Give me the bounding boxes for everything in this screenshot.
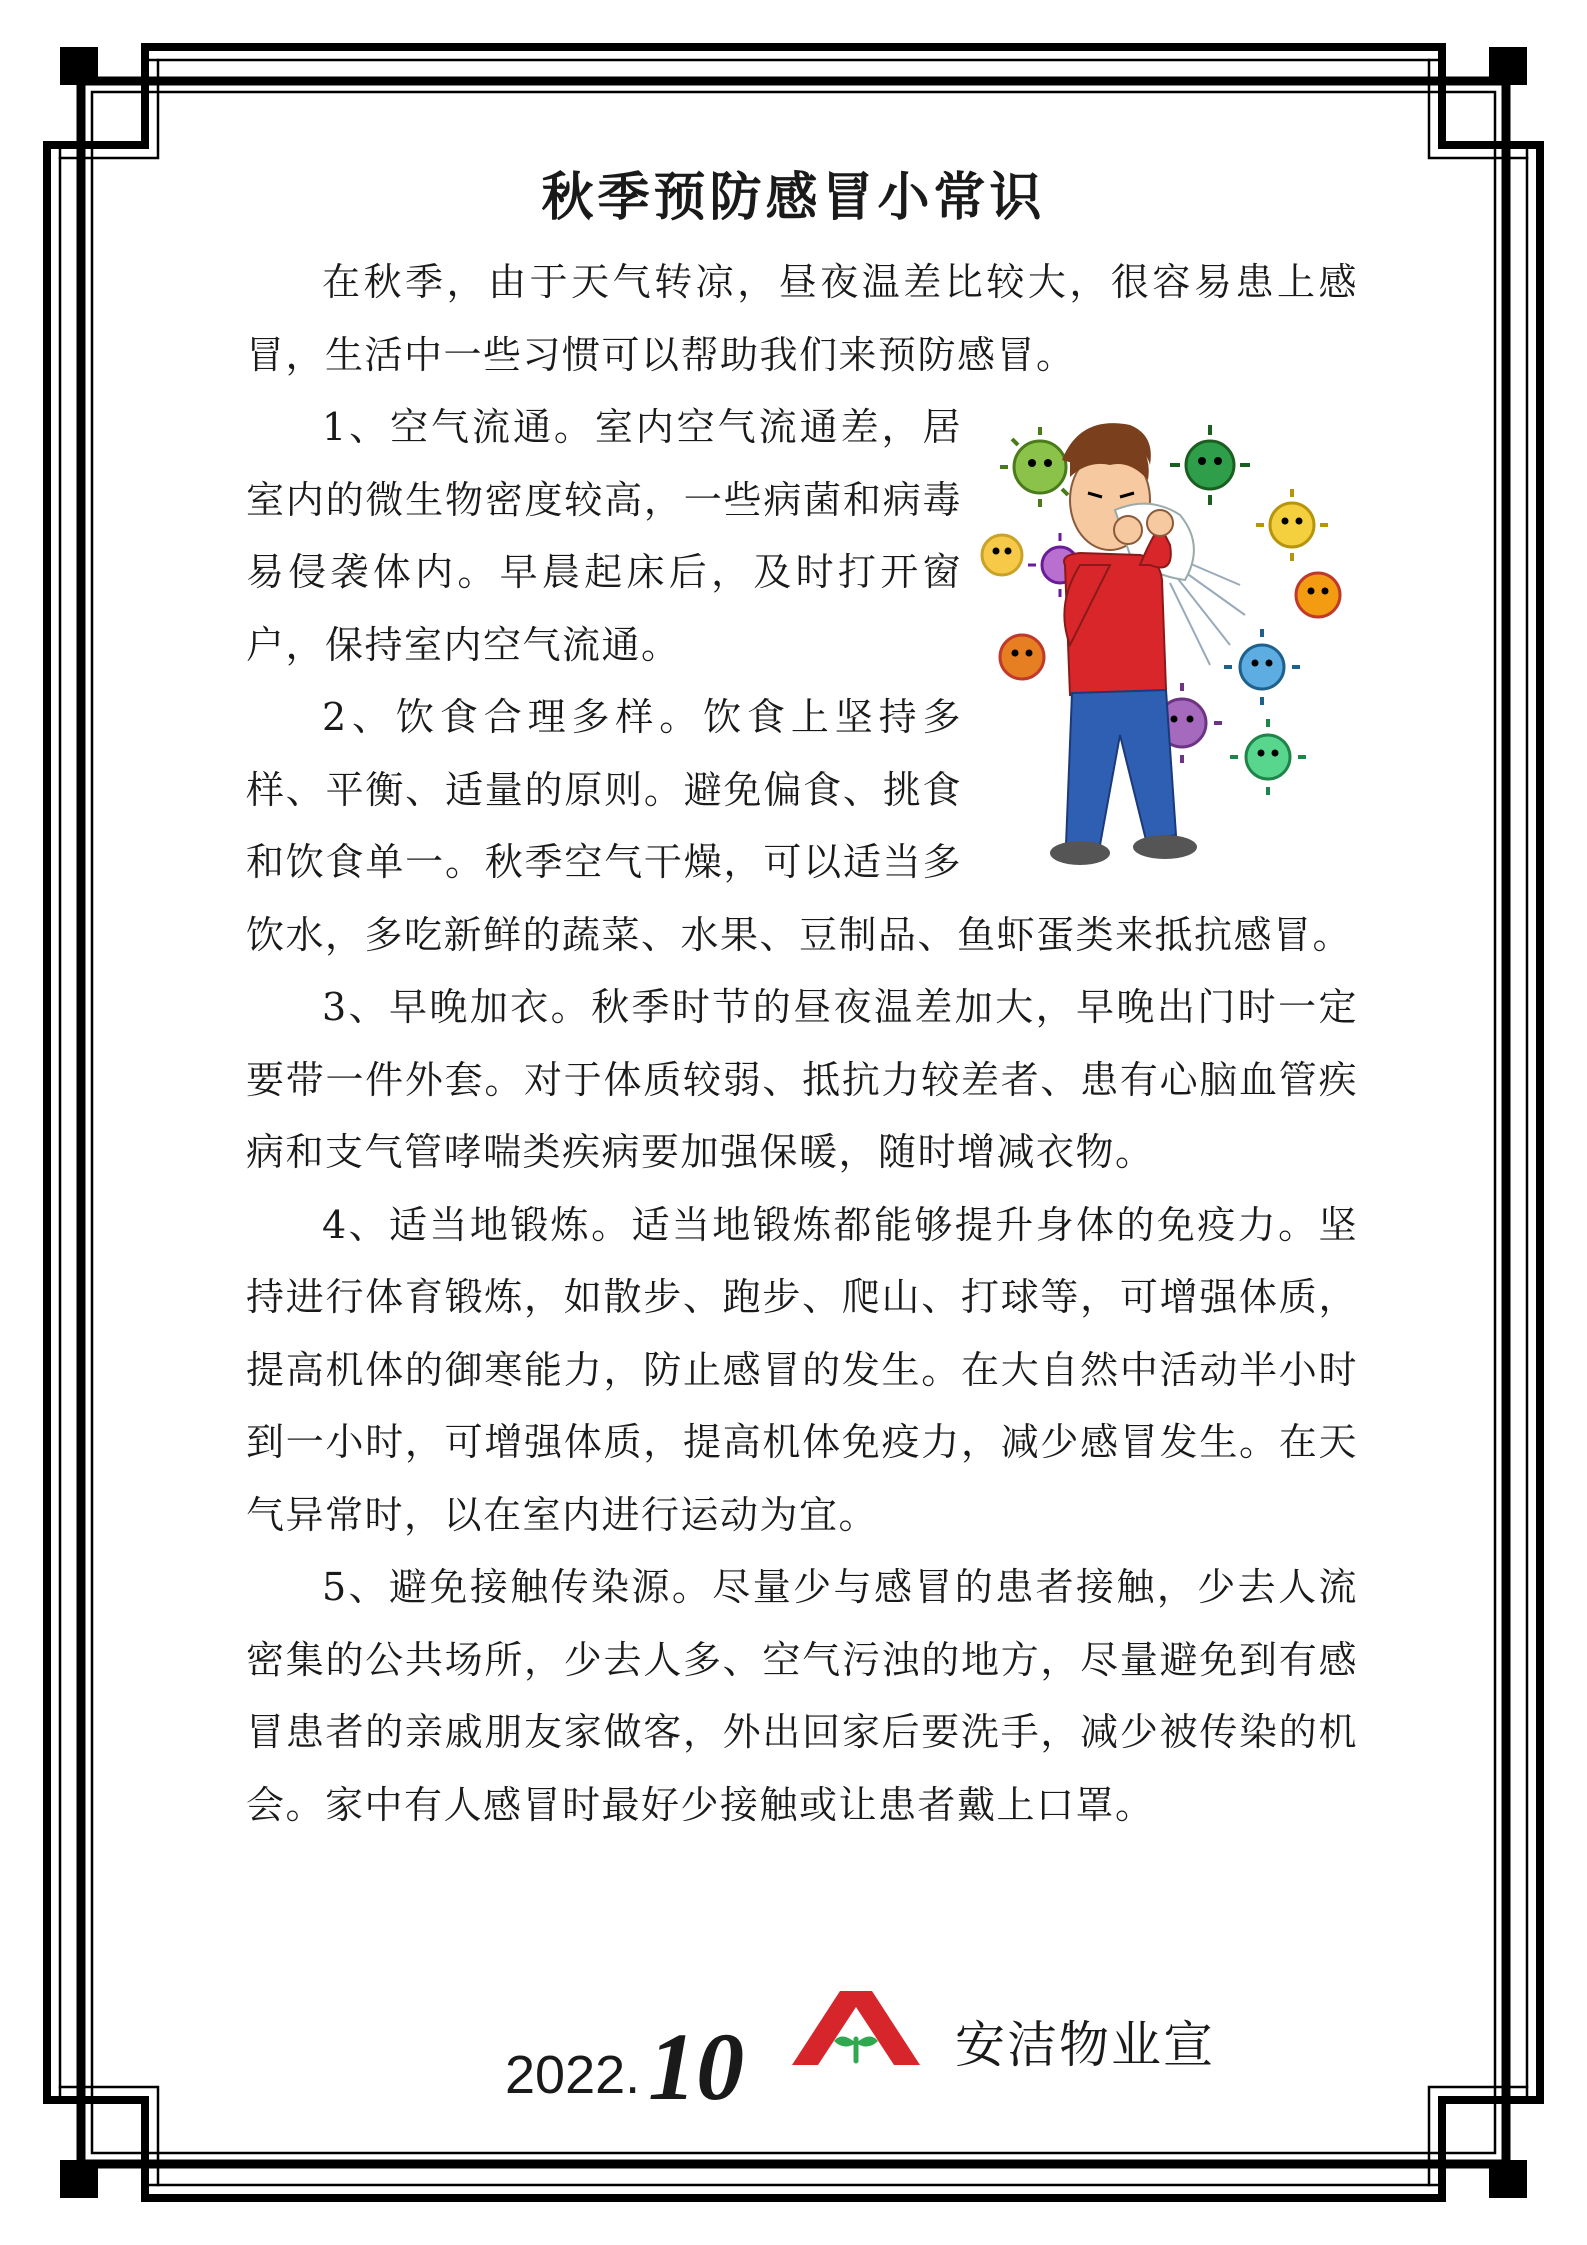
page-title: 秋季预防感冒小常识	[541, 167, 1046, 228]
germ-icon	[1000, 635, 1044, 679]
sponsor-label: 安洁物业宣	[955, 2016, 1215, 2074]
germ-icon	[1170, 425, 1250, 505]
article-body	[246, 246, 1358, 1841]
tip-1-text: 1、空气流通。室内空气流通差，居室内的微生物密度较高，一些病菌和病毒易侵袭体内。早晨起床后，及时打开窗户，保持室内空气流通。	[246, 405, 962, 667]
footer	[0, 1975, 1587, 2120]
anjie-property-logo-icon	[782, 1983, 930, 2069]
tip-4-paragraph: 4、适当地锻炼。适当地锻炼都能够提升身体的免疫力。坚持进行体育锻炼，如散步、跑步、爬山、打球等，可增强体质，提高机体的御寒能力，防止感冒的发生。在大自然中活动半小时到一小时，可增强体质，提高机体免疫力，减少感冒发生。在天气异常时，以在室内进行运动为宜。	[246, 1202, 1358, 1537]
tip-2-paragraph: 2、饮食合理多样。饮食上坚持多样、平衡、适量的原则。避免偏食、挑食和饮食单一。秋季空气干燥，可以适当多饮水，多吃新鲜的蔬菜、水果、豆制品、鱼虾蛋类来抵抗感冒。	[246, 695, 1353, 957]
intro-paragraph: 在秋季，由于天气转凉，昼夜温差比较大，很容易患上感冒，生活中一些习惯可以帮助我们来预防感冒。	[246, 260, 1358, 377]
sneezing-person	[1050, 423, 1197, 865]
germ-icon	[982, 535, 1022, 575]
germ-icon	[1230, 719, 1306, 795]
date-year: 2022.	[505, 2045, 641, 2105]
germ-icon	[1000, 427, 1080, 507]
tip-3-paragraph: 3、早晚加衣。秋季时节的昼夜温差加大，早晚出门时一定要带一件外套。对于体质较弱、抵抗力较差者、患有心脑血管疾病和支气管哮喘类疾病要加强保暖，随时增减衣物。	[246, 985, 1358, 1174]
germ-icon	[1296, 573, 1340, 617]
tip-1-paragraph	[246, 391, 1358, 681]
sneezing-person-with-germs-icon	[970, 405, 1358, 890]
germ-icon	[1224, 629, 1300, 705]
germ-icon	[1256, 489, 1328, 561]
date-month: 10	[648, 2013, 745, 2120]
tip-5-paragraph: 5、避免接触传染源。尽量少与感冒的患者接触，少去人流密集的公共场所，少去人多、空气污浊的地方，尽量避免到有感冒患者的亲戚朋友家做客，外出回家后要洗手，减少被传染的机会。家中有人感冒时最好少接触或让患者戴上口罩。	[246, 1565, 1358, 1827]
date	[505, 2005, 745, 2120]
